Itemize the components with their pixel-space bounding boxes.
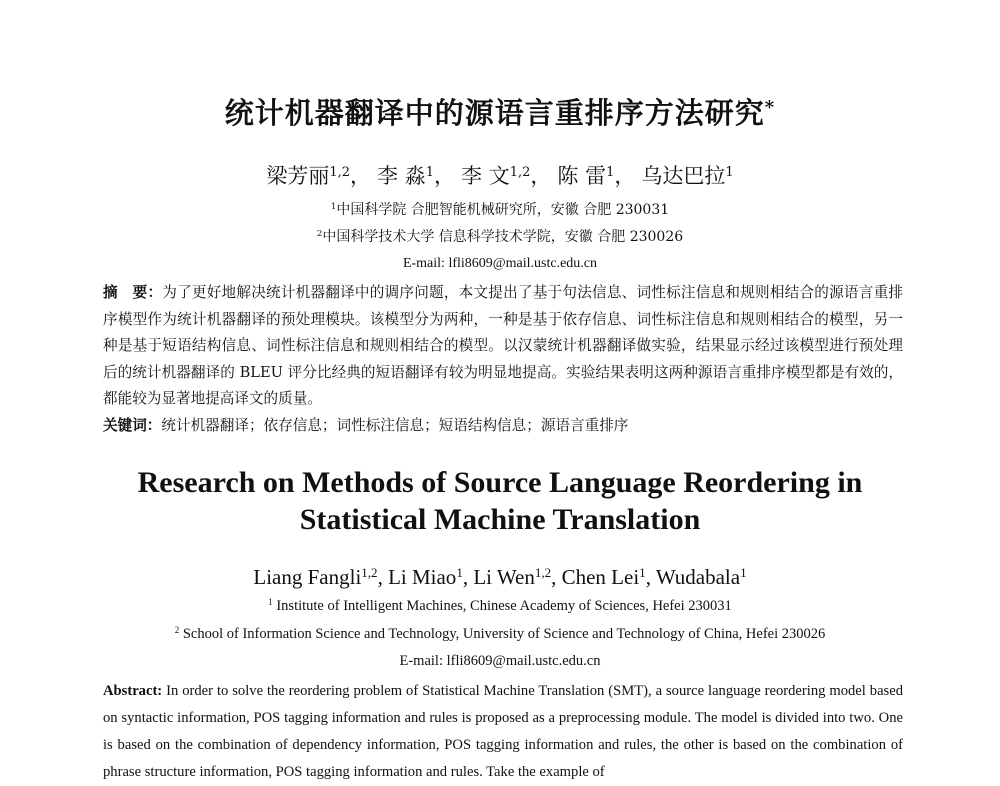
english-author: Li Miao$^1$, bbox=[388, 564, 474, 589]
english-abstract bbox=[103, 678, 903, 786]
chinese-affiliation-2: $^2$中国科学技术大学 信息科学技术学院，安徽 合肥 230026 bbox=[316, 229, 684, 245]
english-author: Wudabala$^1$ bbox=[655, 564, 747, 589]
chinese-author: 李 文$^{1,2}$， bbox=[461, 164, 552, 188]
chinese-keywords-label: 关键词： bbox=[103, 417, 162, 434]
english-title-line-2: Statistical Machine Translation bbox=[299, 503, 701, 536]
chinese-author: 李 淼$^1$， bbox=[377, 164, 456, 188]
chinese-title-text: 统计机器翻译中的源语言重排序方法研究 bbox=[224, 96, 765, 130]
chinese-author: 陈 雷$^1$， bbox=[557, 164, 636, 188]
english-title bbox=[0, 464, 1000, 538]
title-footnote-mark: * bbox=[764, 97, 776, 119]
english-affiliation-1: $^1$ Institute of Intelligent Machines, Chinese Academy of Sciences, Hefei 230031 bbox=[268, 597, 732, 614]
chinese-abstract bbox=[103, 280, 903, 413]
chinese-affiliation-1: $^1$中国科学院 合肥智能机械研究所，安徽 合肥 230031 bbox=[330, 202, 670, 218]
english-abstract-text: In order to solve the reordering problem of Statistical Machine Translation (SMT), a source language reordering model based on syntactic information, POS tagging information and rules is proposed as a preprocessing module. The model is divided into two. One is based on the combination of dependency information, POS tagging information and rules, the other is based on the combination of phrase structure information, POS tagging information and rules. Take the example of bbox=[103, 683, 904, 780]
chinese-title bbox=[0, 93, 1000, 133]
chinese-author: 梁芳丽$^{1,2}$， bbox=[266, 164, 372, 188]
chinese-author-list bbox=[0, 161, 1000, 191]
chinese-author: 乌达巴拉$^1$ bbox=[641, 164, 734, 188]
english-abstract-label: Abstract: bbox=[103, 683, 163, 699]
english-email: E-mail: lfli8609@mail.ustc.edu.cn bbox=[399, 653, 601, 669]
english-author: Li Wen$^{1,2}$, bbox=[473, 564, 562, 589]
chinese-email: E-mail: lfli8609@mail.ustc.edu.cn bbox=[402, 256, 598, 271]
chinese-abstract-label: 摘 要： bbox=[103, 284, 163, 301]
english-title-line-1: Research on Methods of Source Language Reordering in bbox=[137, 466, 863, 499]
english-affiliation-2: $^2$ School of Information Science and Technology, University of Science and Technology of China, Hefei 230026 bbox=[174, 625, 826, 642]
english-author-list bbox=[0, 562, 1000, 592]
english-author: Liang Fangli$^{1,2}$, bbox=[253, 564, 389, 589]
chinese-abstract-text: 为了更好地解决统计机器翻译中的调序问题，本文提出了基于句法信息、词性标注信息和规则相结合的源语言重排序模型作为统计机器翻译的预处理模块。该模型分为两种，一种是基于依存信息、词性标注信息和规则相结合的模型，另一种是基于短语结构信息、词性标注信息和规则相结合的模型。以汉蒙统计机器翻译做实验，结果显示经过该模型进行预处理后的统计机器翻译的 BLEU 评分比经典的短语翻译有较为明显地提高。实验结果表明这两种源语言重排序模型都是有效的，都能较为显著地提高译文的质量。 bbox=[103, 284, 903, 407]
chinese-keywords bbox=[103, 413, 903, 439]
chinese-keywords-text: 统计机器翻译；依存信息；词性标注信息；短语结构信息；源语言重排序 bbox=[161, 417, 629, 434]
english-author: Chen Lei$^1$, bbox=[561, 564, 656, 589]
